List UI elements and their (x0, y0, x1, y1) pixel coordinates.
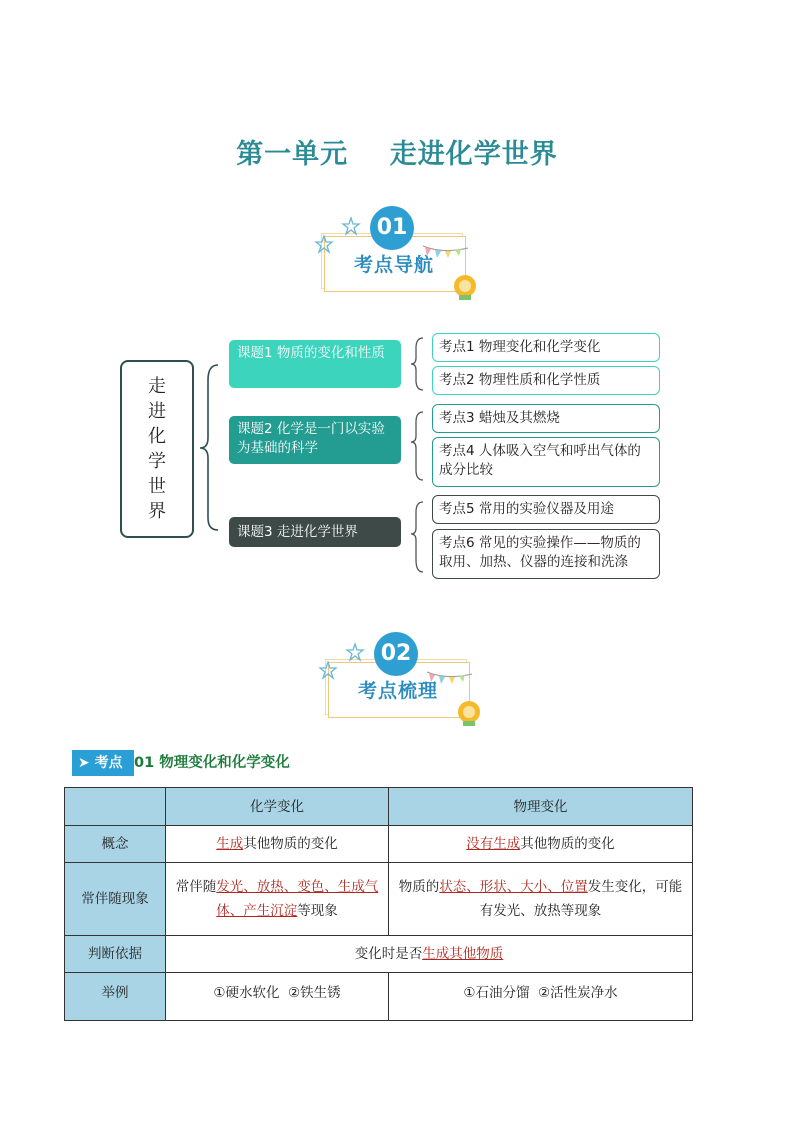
key-point-1: 考点1 物理变化和化学变化 (432, 333, 660, 362)
mindmap-root-char: 进 (148, 401, 166, 422)
table-cell (389, 863, 693, 936)
topic-1: 课题1 物质的变化和性质 (229, 340, 401, 388)
mindmap-root-char: 界 (148, 501, 166, 522)
row-label: 判断依据 (65, 936, 166, 973)
mindmap-root-char: 走 (148, 376, 166, 397)
section-badge-summary (322, 632, 492, 732)
table-header-chemical: 化学变化 (166, 788, 389, 826)
table-cell: ①石油分馏 ②活性炭净水 (389, 973, 693, 1021)
table-cell: ①硬水软化 ②铁生锈 (166, 973, 389, 1021)
key-point-2: 考点2 物理性质和化学性质 (432, 366, 660, 395)
key-point-6: 考点6 常见的实验操作——物质的取用、加热、仪器的连接和洗涤 (432, 529, 660, 579)
cell-text: 其他物质的变化 (520, 836, 615, 852)
comparison-table (64, 787, 693, 1021)
key-point-4: 考点4 人体吸入空气和呼出气体的成分比较 (432, 437, 660, 487)
table-cell (166, 863, 389, 936)
table-header-physical: 物理变化 (389, 788, 693, 826)
highlight-text: 发光、放热、变色、生成气体、产生沉淀 (216, 879, 379, 919)
cell-text: 发生变化，可能有发光、放热等现象 (479, 879, 683, 919)
table-row (65, 973, 693, 1021)
row-label: 概念 (65, 826, 166, 863)
topic-2: 课题2 化学是一门以实验为基础的科学 (229, 416, 401, 464)
mindmap-root-char: 化 (148, 426, 166, 447)
highlight-text: 没有生成 (466, 836, 521, 852)
cell-text: 其他物质的变化 (243, 836, 338, 852)
page-title: 第一单元 走进化学世界 (236, 139, 558, 170)
cell-text: 等现象 (297, 903, 338, 919)
table-cell (166, 936, 693, 973)
key-point-5: 考点5 常用的实验仪器及用途 (432, 495, 660, 524)
badge-label: 考点导航 (353, 254, 434, 276)
brace-topic2 (411, 412, 423, 480)
highlight-text: 生成 (216, 836, 244, 852)
table-row (65, 936, 693, 973)
highlight-text: 状态、形状、大小、位置 (439, 879, 588, 895)
brace-topic1 (411, 338, 423, 390)
row-label: 常伴随现象 (65, 863, 166, 936)
table-cell (389, 826, 693, 863)
star-icon (320, 662, 336, 678)
brace-main (200, 365, 218, 530)
table-cell (166, 826, 389, 863)
topic-3: 课题3 走进化学世界 (229, 517, 401, 547)
table-header-empty (65, 788, 166, 826)
cell-text: 常伴随 (175, 879, 217, 895)
badge-number: 01 (370, 206, 414, 250)
mindmap-root-char: 学 (148, 451, 166, 472)
cell-text: 物质的 (398, 879, 440, 895)
highlight-text: 生成其他物质 (422, 946, 504, 962)
section-title: 01 物理变化和化学变化 (134, 755, 290, 771)
sunflower-icon (458, 701, 480, 726)
table-row (65, 826, 693, 863)
badge-decoration-icons (322, 632, 492, 732)
badge-label: 考点梳理 (357, 680, 438, 702)
brace-topic3 (411, 502, 423, 572)
table-header-row (65, 788, 693, 826)
star-icon (347, 644, 363, 660)
badge-number: 02 (374, 632, 418, 676)
mindmap-root-char: 世 (148, 476, 166, 497)
table-row (65, 863, 693, 936)
section-tag: ➤ 考点 (72, 750, 134, 776)
cell-text: 变化时是否 (354, 946, 423, 962)
row-label: 举例 (65, 973, 166, 1021)
key-point-3: 考点3 蜡烛及其燃烧 (432, 404, 660, 433)
